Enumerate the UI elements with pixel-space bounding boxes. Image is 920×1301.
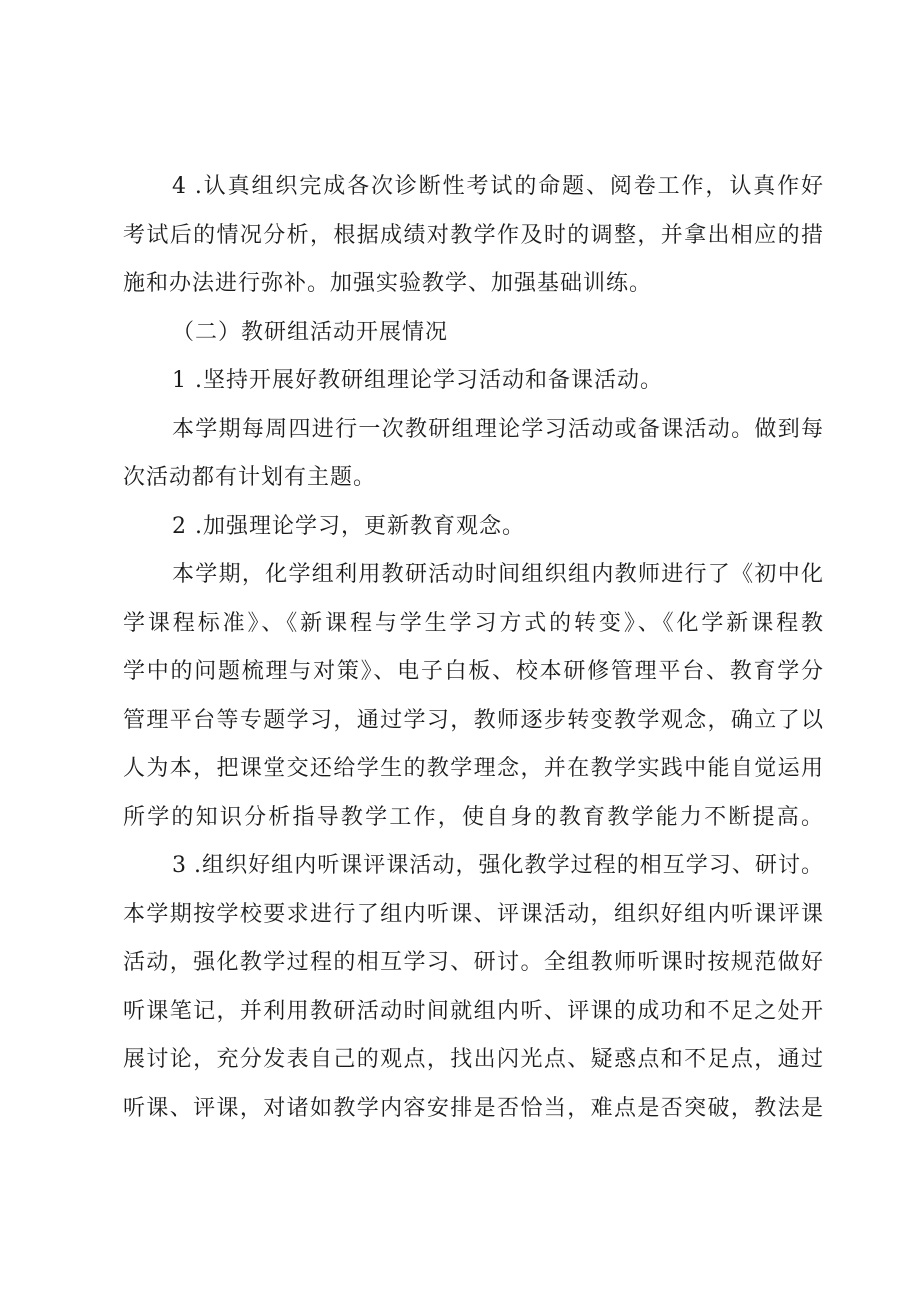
paragraph-line: 听课笔记，并利用教研活动时间就组内听、评课的成功和不足之处开	[123, 998, 823, 1024]
paragraph-line: 次活动都有计划有主题。	[123, 465, 377, 490]
paragraph-line: 展讨论，充分发表自己的观点，找出闪光点、疑惑点和不足点，通过	[123, 1047, 823, 1072]
item-heading: 2 .加强理论学习，更新教育观念。	[172, 513, 525, 539]
paragraph-line: 人为本，把课堂交还给学生的教学理念，并在教学实践中能自觉运用	[123, 756, 823, 781]
item-heading: 3 .组织好组内听课评课活动，强化教学过程的相互学习、研讨。	[172, 853, 823, 878]
paragraph-line: 4 .认真组织完成各次诊断性考试的命题、阅卷工作，认真作好	[172, 174, 823, 199]
body-text	[123, 163, 823, 1133]
paragraph-line: 管理平台等专题学习，通过学习，教师逐步转变教学观念，确立了以	[123, 707, 823, 733]
paragraph-line: 本学期，化学组利用教研活动时间组织组内教师进行了《初中化	[172, 562, 823, 587]
item-heading: 1 .坚持开展好教研组理论学习活动和备课活动。	[172, 368, 663, 393]
paragraph-line: 所学的知识分析指导教学工作，使自身的教育教学能力不断提高。	[123, 804, 823, 830]
section-heading: （二）教研组活动开展情况	[172, 319, 449, 345]
paragraph-line: 施和办法进行弥补。加强实验教学、加强基础训练。	[123, 271, 653, 296]
paragraph-line: 本学期按学校要求进行了组内听课、评课活动，组织好组内听课评课	[123, 901, 823, 927]
paragraph-line: 学课程标准》、《新课程与学生学习方式的转变》、《化学新课程教	[123, 610, 823, 636]
paragraph-line: 听课、评课，对诸如教学内容安排是否恰当，难点是否突破，教法是	[123, 1095, 823, 1121]
paragraph-line: 考试后的情况分析，根据成绩对教学作及时的调整，并拿出相应的措	[123, 222, 823, 248]
paragraph-line: 学中的问题梳理与对策》、电子白板、校本研修管理平台、教育学分	[123, 659, 823, 684]
paragraph-line: 活动，强化教学过程的相互学习、研讨。全组教师听课时按规范做好	[123, 950, 823, 975]
paragraph-line: 本学期每周四进行一次教研组理论学习活动或备课活动。做到每	[172, 416, 823, 442]
